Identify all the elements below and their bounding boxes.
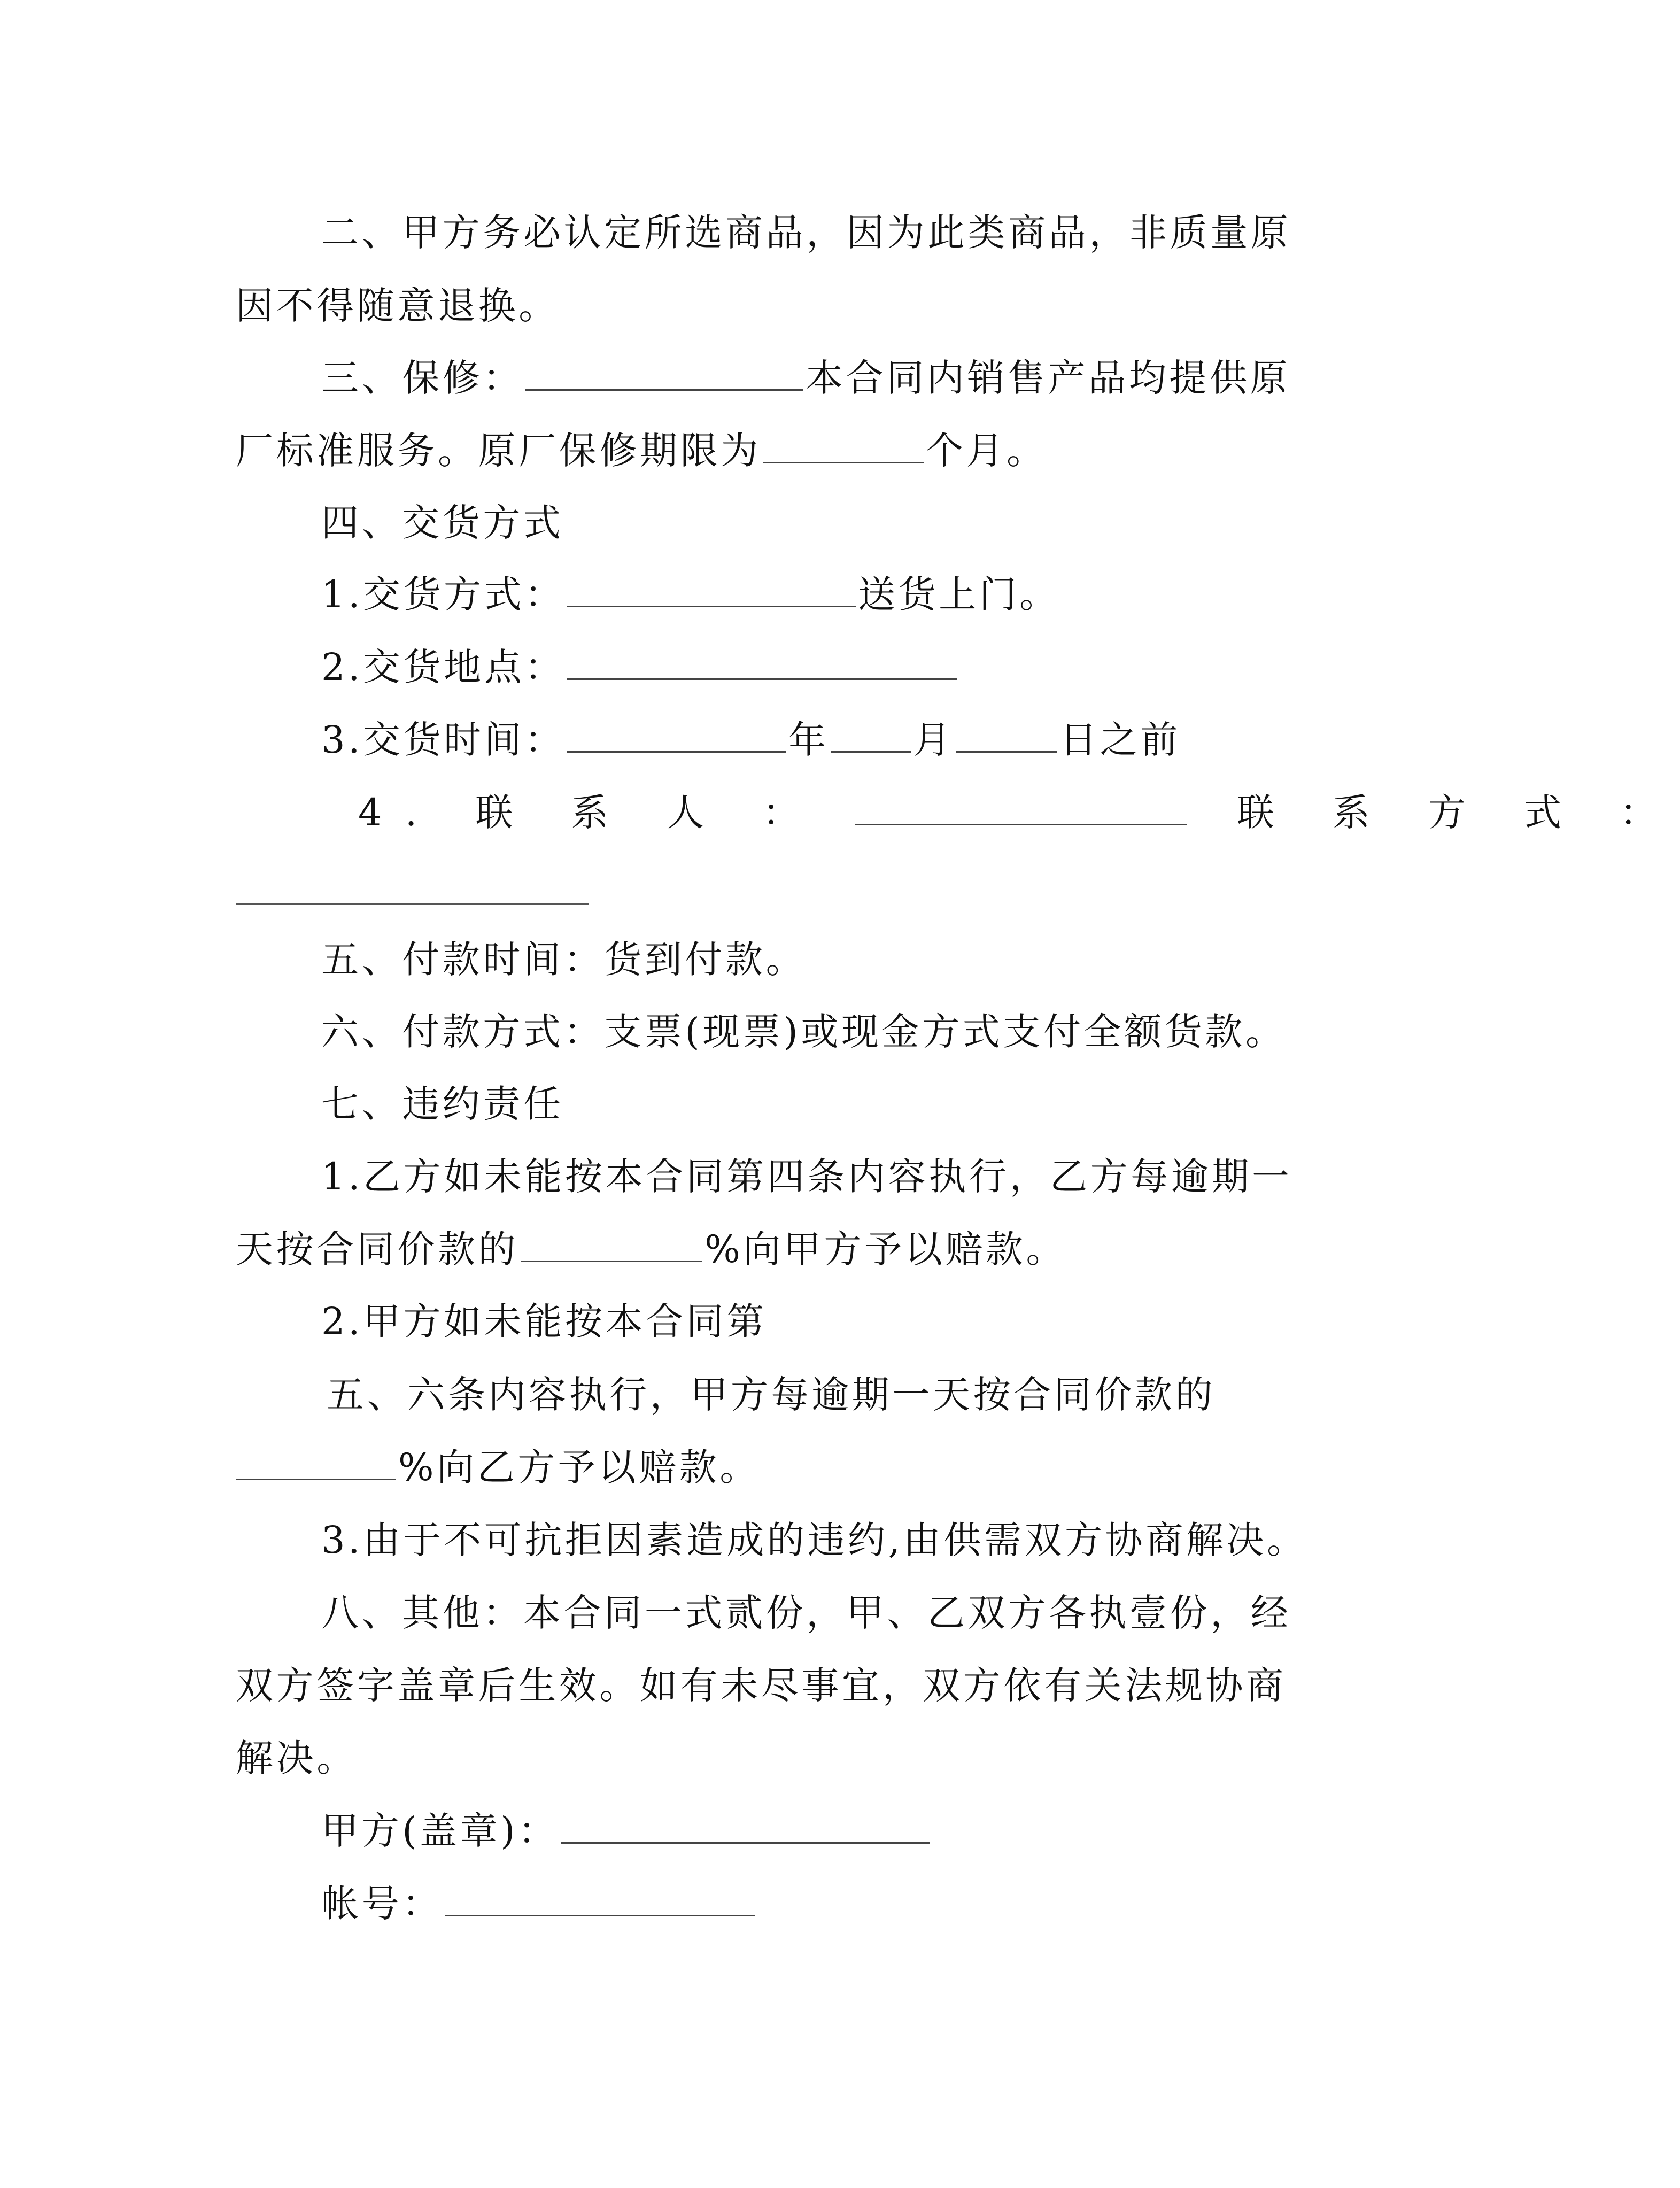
delivery-method-line	[321, 570, 1060, 618]
warranty-months-unit: 个月。	[925, 429, 1047, 473]
party-a-seal-blank[interactable]	[561, 1811, 930, 1844]
breach-2-percent-blank[interactable]	[236, 1448, 396, 1480]
clause-8-line-1	[321, 1589, 1291, 1637]
breach-3-text: 3.由于不可抗拒因素造成的违约,由供需双方协商解决。	[321, 1518, 1307, 1562]
contact-method-label: 联 系 方 式 ：	[1236, 791, 1680, 834]
delivery-time-line	[321, 716, 1181, 764]
delivery-method-text: 送货上门。	[858, 573, 1060, 616]
delivery-place-label: 2.交货地点：	[321, 645, 565, 689]
breach-2-text-1: 2.甲方如未能按本合同第	[321, 1300, 767, 1343]
party-a-seal-label: 甲方(盖章)：	[321, 1809, 559, 1853]
delivery-place-line	[321, 643, 959, 691]
contact-line	[358, 788, 1680, 837]
delivery-month-blank[interactable]	[831, 720, 911, 753]
delivery-time-label: 3.交货时间：	[321, 718, 565, 762]
breach-1-percent-blank[interactable]	[521, 1230, 702, 1262]
delivery-year-blank[interactable]	[567, 720, 786, 753]
breach-1-line-1	[321, 1153, 1292, 1201]
delivery-method-label: 1.交货方式：	[321, 573, 565, 616]
payment-time-text: 五、付款时间：货到付款。	[321, 938, 807, 981]
delivery-method-blank[interactable]	[567, 575, 856, 607]
breach-2-text-2: 五、六条内容执行，甲方每逾期一天按合同价款的	[327, 1373, 1216, 1417]
warranty-blank[interactable]	[525, 358, 803, 391]
clause-3-line-2	[236, 427, 1047, 475]
payment-method-text: 六、付款方式：支票(现票)或现金方式支付全额货款。	[321, 1010, 1286, 1054]
clause-7-heading	[321, 1080, 564, 1128]
clause-2-line-1	[321, 208, 1291, 257]
month-label: 月	[913, 718, 954, 762]
breach-1-text-3: %向甲方予以赔款。	[704, 1227, 1067, 1271]
clause-4-heading	[321, 499, 564, 547]
other-text-1: 八、其他：本合同一式贰份，甲、乙双方各执壹份，经	[321, 1591, 1291, 1635]
clause-2-line-2	[236, 282, 559, 330]
account-line	[321, 1880, 757, 1928]
breach-1-line-2	[236, 1225, 1066, 1273]
contact-method-blank[interactable]	[236, 903, 589, 905]
warranty-period-label: 厂标准服务。原厂保修期限为	[236, 429, 761, 473]
breach-2-text-3: %向乙方予以赔款。	[398, 1445, 760, 1489]
warranty-text: 本合同内销售产品均提供原	[806, 356, 1291, 400]
breach-1-text-2: 天按合同价款的	[236, 1227, 519, 1271]
party-a-seal-line	[321, 1807, 932, 1855]
account-label: 帐号：	[321, 1882, 443, 1926]
warranty-months-blank[interactable]	[763, 431, 924, 463]
warranty-label: 三、保修：	[321, 356, 523, 400]
contact-person-label: 4. 联 系 人 ：	[358, 791, 823, 834]
clause-2-text-1: 二、甲方务必认定所选商品，因为此类商品，非质量原	[321, 211, 1291, 254]
account-blank[interactable]	[445, 1884, 755, 1916]
breach-heading: 七、违约责任	[321, 1082, 564, 1126]
clause-2-text-2: 因不得随意退换。	[236, 284, 559, 328]
other-text-3: 解决。	[236, 1736, 357, 1780]
breach-3-line	[321, 1516, 1307, 1564]
breach-1-text-1: 1.乙方如未能按本合同第四条内容执行，乙方每逾期一	[321, 1155, 1292, 1199]
clause-8-line-3	[236, 1734, 357, 1782]
clause-3-line-1	[321, 354, 1290, 402]
delivery-place-blank[interactable]	[567, 647, 957, 680]
other-text-2: 双方签字盖章后生效。如有未尽事宜，双方依有关法规协商	[236, 1664, 1287, 1707]
delivery-day-blank[interactable]	[956, 720, 1057, 753]
breach-2-line-1	[321, 1297, 767, 1346]
year-label: 年	[788, 718, 829, 762]
breach-2-line-3	[236, 1443, 760, 1491]
contact-person-blank[interactable]	[855, 793, 1187, 825]
day-label: 日之前	[1059, 718, 1181, 762]
clause-8-line-2	[236, 1661, 1287, 1710]
breach-2-line-2	[327, 1371, 1216, 1419]
clause-6	[321, 1008, 1286, 1056]
clause-5	[321, 935, 806, 984]
delivery-heading: 四、交货方式	[321, 501, 564, 545]
